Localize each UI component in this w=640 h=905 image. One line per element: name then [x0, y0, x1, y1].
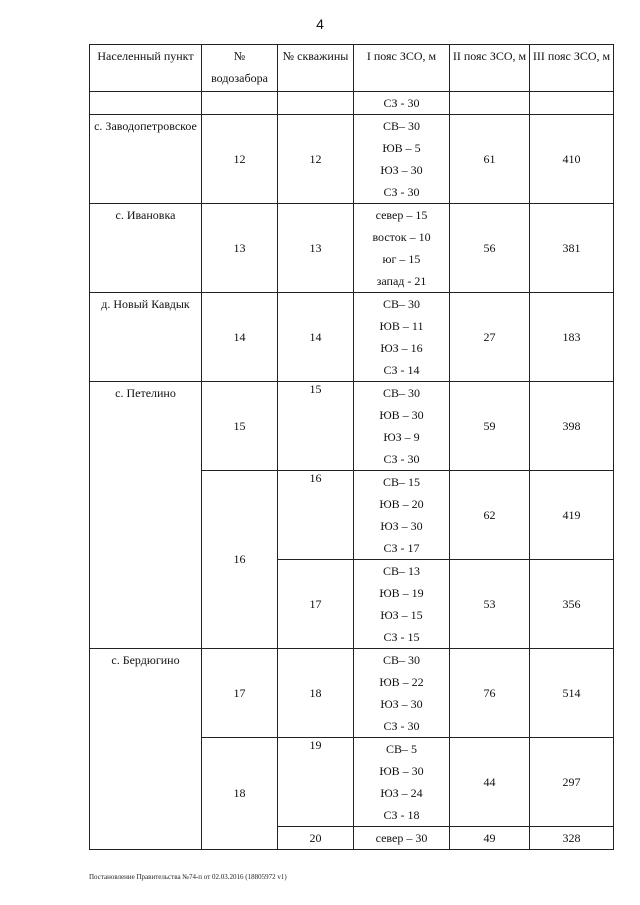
well-number: 16 [278, 471, 354, 560]
zso-table [89, 44, 614, 850]
belt1-cell: СВ– 30 ЮВ – 5 ЮЗ – 30 СЗ - 30 [354, 115, 450, 204]
belt1-cell: СВ– 13 ЮВ – 19 ЮЗ – 15 СЗ - 15 [354, 560, 450, 649]
intake-number: 16 [202, 471, 278, 649]
intake-number: 17 [202, 649, 278, 738]
settlement-name: с. Петелино [90, 382, 202, 649]
belt3-value: 328 [530, 827, 614, 850]
header-intake: № водозабора [202, 45, 278, 92]
belt1-cell: СЗ - 30 [354, 92, 450, 115]
belt1-cell: СВ– 15 ЮВ – 20 ЮЗ – 30 СЗ - 17 [354, 471, 450, 560]
header-row [90, 45, 614, 92]
header-well: № скважины [278, 45, 354, 92]
footer-note: Постановление Правительства №74-п от 02.03.2016 (18805972 v1) [89, 873, 287, 881]
settlement-name: с. Ивановка [90, 204, 202, 293]
intake-number: 13 [202, 204, 278, 293]
belt3-value: 356 [530, 560, 614, 649]
header-belt1: I пояс ЗСО, м [354, 45, 450, 92]
settlement-name: д. Новый Кавдык [90, 293, 202, 382]
belt1-cell: СВ– 30 ЮВ – 30 ЮЗ – 9 СЗ - 30 [354, 382, 450, 471]
belt1-cell: север – 15 восток – 10 юг – 15 запад - 21 [354, 204, 450, 293]
belt3-value: 514 [530, 649, 614, 738]
belt3-value: 419 [530, 471, 614, 560]
well-number: 20 [278, 827, 354, 850]
well-number: 18 [278, 649, 354, 738]
table-row [90, 204, 614, 293]
intake-number: 15 [202, 382, 278, 471]
belt3-value: 381 [530, 204, 614, 293]
belt2-value: 56 [450, 204, 530, 293]
well-number: 13 [278, 204, 354, 293]
belt1-cell: СВ– 5 ЮВ – 30 ЮЗ – 24 СЗ - 18 [354, 738, 450, 827]
header-belt3: III пояс ЗСО, м [530, 45, 614, 92]
table-row [90, 382, 614, 471]
belt1-cell: север – 30 [354, 827, 450, 850]
intake-number: 12 [202, 115, 278, 204]
well-number: 19 [278, 738, 354, 827]
table-row [90, 115, 614, 204]
belt3-value: 398 [530, 382, 614, 471]
belt2-value: 27 [450, 293, 530, 382]
belt3-value: 183 [530, 293, 614, 382]
intake-number: 18 [202, 738, 278, 850]
belt1-cell: СВ– 30 ЮВ – 11 ЮЗ – 16 СЗ - 14 [354, 293, 450, 382]
belt2-value: 44 [450, 738, 530, 827]
belt2-value: 53 [450, 560, 530, 649]
page-number: 4 [316, 16, 324, 32]
settlement-name: с. Бердюгино [90, 649, 202, 850]
well-number: 12 [278, 115, 354, 204]
belt2-value: 76 [450, 649, 530, 738]
belt2-value: 61 [450, 115, 530, 204]
belt3-value: 297 [530, 738, 614, 827]
well-number: 14 [278, 293, 354, 382]
belt1-cell: СВ– 30 ЮВ – 22 ЮЗ – 30 СЗ - 30 [354, 649, 450, 738]
well-number: 17 [278, 560, 354, 649]
settlement-name: с. Заводопетровское [90, 115, 202, 204]
table-row [90, 649, 614, 738]
belt3-value: 410 [530, 115, 614, 204]
header-settlement: Населенный пункт [90, 45, 202, 92]
intake-number: 14 [202, 293, 278, 382]
table-row [90, 92, 614, 115]
header-belt2: II пояс ЗСО, м [450, 45, 530, 92]
belt2-value: 62 [450, 471, 530, 560]
table-row [90, 293, 614, 382]
belt2-value: 49 [450, 827, 530, 850]
well-number: 15 [278, 382, 354, 471]
belt2-value: 59 [450, 382, 530, 471]
